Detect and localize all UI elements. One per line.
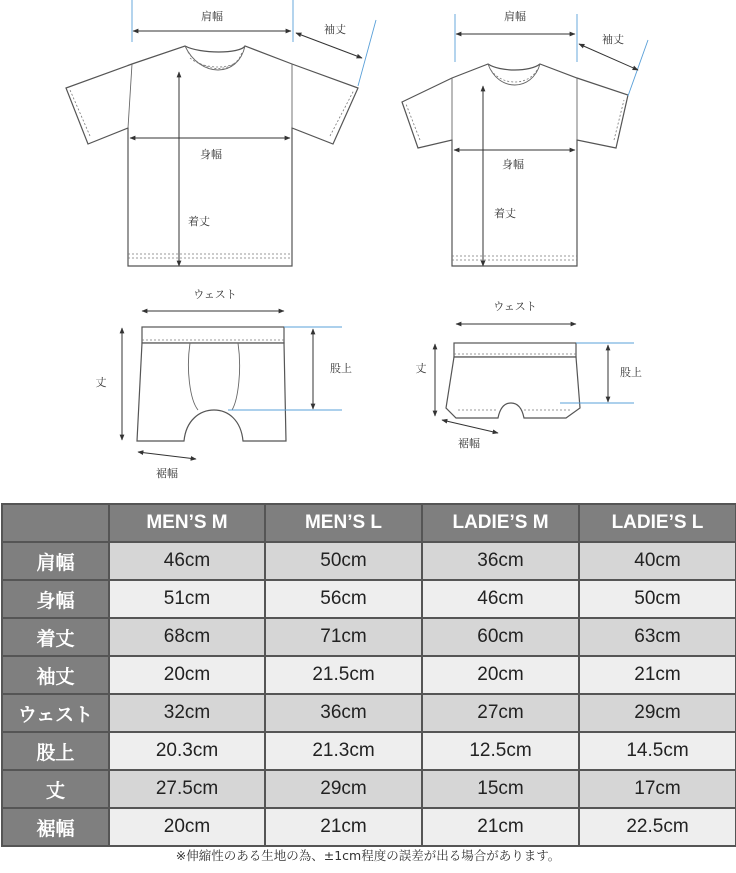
table-cell: 21cm — [422, 808, 579, 846]
table-cell: 27cm — [422, 694, 579, 732]
table-cell: 71cm — [265, 618, 422, 656]
ladies-waist-label: ウェスト — [493, 300, 537, 313]
ladies-hem-label: 裾幅 — [458, 437, 480, 450]
header-mens-l: MEN’S L — [265, 504, 422, 542]
mens-boxers-diagram — [122, 311, 342, 459]
table-cell: 12.5cm — [422, 732, 579, 770]
table-cell: 40cm — [579, 542, 736, 580]
table-row — [2, 656, 736, 694]
ladies-rise-label: 股上 — [620, 366, 642, 379]
mens-shoulder-label: 肩幅 — [201, 10, 223, 23]
ladies-tshirt-diagram — [402, 14, 648, 266]
table-cell: 29cm — [579, 694, 736, 732]
table-header-row — [2, 504, 736, 542]
mens-length-label: 着丈 — [188, 215, 210, 228]
row-label: 丈 — [2, 770, 109, 808]
header-ladies-m: LADIE’S M — [422, 504, 579, 542]
mens-rise-label: 股上 — [330, 362, 352, 375]
table-cell: 32cm — [109, 694, 265, 732]
mens-total-length-label: 丈 — [95, 376, 107, 389]
table-cell: 20cm — [422, 656, 579, 694]
header-corner — [2, 504, 109, 542]
ladies-sleeve-label: 袖丈 — [602, 33, 624, 46]
table-cell: 17cm — [579, 770, 736, 808]
table-cell: 27.5cm — [109, 770, 265, 808]
table-cell: 46cm — [109, 542, 265, 580]
table-cell: 14.5cm — [579, 732, 736, 770]
table-row — [2, 732, 736, 770]
table-cell: 60cm — [422, 618, 579, 656]
table-row — [2, 808, 736, 846]
table-cell: 20cm — [109, 808, 265, 846]
table-cell: 29cm — [265, 770, 422, 808]
ladies-body-label: 身幅 — [502, 158, 524, 171]
table-cell: 21.5cm — [265, 656, 422, 694]
row-label: 着丈 — [2, 618, 109, 656]
ladies-boxers-diagram — [435, 324, 634, 433]
row-label: 裾幅 — [2, 808, 109, 846]
table-cell: 21.3cm — [265, 732, 422, 770]
row-label: 肩幅 — [2, 542, 109, 580]
table-cell: 21cm — [265, 808, 422, 846]
row-label: ウェスト — [2, 694, 109, 732]
mens-sleeve-label: 袖丈 — [324, 23, 346, 36]
table-cell: 20.3cm — [109, 732, 265, 770]
header-mens-m: MEN’S M — [109, 504, 265, 542]
table-row — [2, 618, 736, 656]
table-row — [2, 770, 736, 808]
table-cell: 46cm — [422, 580, 579, 618]
row-label: 身幅 — [2, 580, 109, 618]
mens-hem-label: 裾幅 — [156, 467, 178, 480]
tolerance-note: ※伸縮性のある生地の為、±1cm程度の誤差が出る場合があります。 — [175, 848, 561, 863]
mens-tshirt-diagram — [66, 0, 376, 266]
ladies-shoulder-label: 肩幅 — [504, 10, 526, 23]
table-cell: 36cm — [265, 694, 422, 732]
table-cell: 21cm — [579, 656, 736, 694]
table-cell: 36cm — [422, 542, 579, 580]
ladies-length-label: 着丈 — [494, 207, 516, 220]
table-cell: 22.5cm — [579, 808, 736, 846]
table-row — [2, 580, 736, 618]
table-row — [2, 542, 736, 580]
table-cell: 15cm — [422, 770, 579, 808]
table-cell: 20cm — [109, 656, 265, 694]
header-ladies-l: LADIE’S L — [579, 504, 736, 542]
mens-waist-label: ウェスト — [193, 288, 237, 301]
table-cell: 51cm — [109, 580, 265, 618]
table-cell: 56cm — [265, 580, 422, 618]
table-cell: 63cm — [579, 618, 736, 656]
table-cell: 50cm — [579, 580, 736, 618]
table-cell: 50cm — [265, 542, 422, 580]
row-label: 股上 — [2, 732, 109, 770]
ladies-total-length-label: 丈 — [415, 362, 427, 375]
table-cell: 68cm — [109, 618, 265, 656]
size-table — [1, 503, 736, 847]
table-row — [2, 694, 736, 732]
row-label: 袖丈 — [2, 656, 109, 694]
mens-body-label: 身幅 — [200, 148, 222, 161]
